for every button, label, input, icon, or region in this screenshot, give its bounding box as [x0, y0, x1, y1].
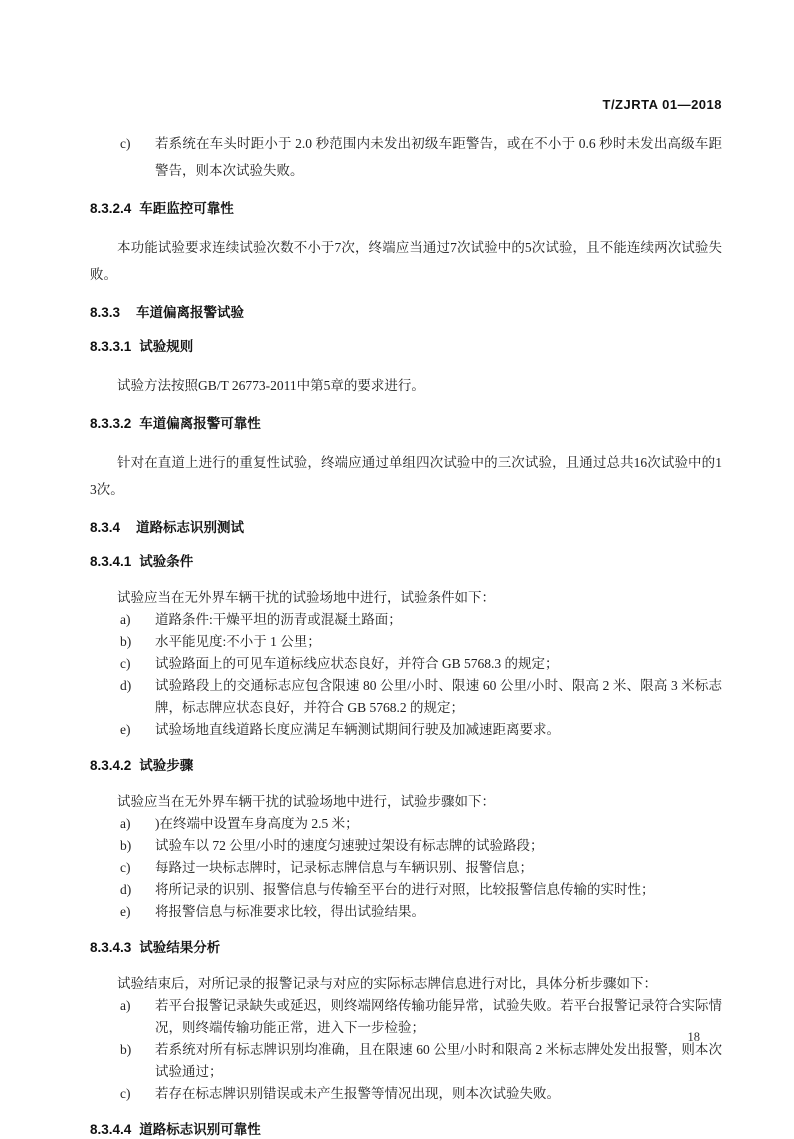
section-title: 道路标志识别测试: [136, 520, 245, 535]
list-item-text: 将报警信息与标准要求比较，得出试验结果。: [155, 904, 425, 919]
section-number: 8.3.4.4: [90, 1122, 132, 1137]
section-title: 试验条件: [139, 554, 194, 569]
list-item-text: 试验车以 72 公里/小时的速度匀速驶过架设有标志牌的试验路段；: [155, 838, 544, 853]
list-item-text: 将所记录的识别、报警信息与传输至平台的进行对照，比较报警信息传输的实时性；: [155, 882, 655, 897]
list-item: [120, 719, 722, 741]
list-item-text: 试验路段上的交通标志应包含限速 80 公里/小时、限速 60 公里/小时、限高 2 米、限高 3 米标志牌，标志牌应状态良好，并符合 GB 5768.2 的规定；: [155, 678, 722, 715]
section-number: 8.3.3: [90, 305, 121, 320]
paragraph: 试验应当在无外界车辆干扰的试验场地中进行，试验条件如下：: [117, 590, 495, 605]
list-item-text: 道路条件:干燥平坦的沥青或混凝土路面；: [155, 612, 402, 627]
list-item-text: 若平台报警记录缺失或延迟，则终端网络传输功能异常，试验失败。若平台报警记录符合实际情况，则终端传输功能正常，进入下一步检验；: [155, 998, 722, 1035]
list-item: [120, 879, 722, 901]
list-item-marker: a): [120, 816, 131, 831]
section-number: 8.3.4.2: [90, 758, 132, 773]
list-item: [120, 1039, 722, 1083]
section-heading: [90, 200, 722, 218]
list-item-marker: c): [120, 656, 131, 671]
section-heading: [90, 304, 722, 322]
section-title: 试验规则: [139, 339, 194, 354]
list-item-marker: e): [120, 904, 131, 919]
list-item-marker: d): [120, 678, 132, 693]
section-heading: [90, 415, 722, 433]
list-item-marker: c): [120, 860, 131, 875]
doc-number-header: T/ZJRTA 01—2018: [602, 97, 722, 112]
section-heading: [90, 519, 722, 537]
list-item-text: 若系统在车头时距小于 2.0 秒范围内未发出初级车距警告，或在不小于 0.6 秒时未发出高级车距警告，则本次试验失败。: [155, 136, 722, 178]
paragraph: 试验应当在无外界车辆干扰的试验场地中进行，试验步骤如下：: [117, 794, 495, 809]
list-item-marker: a): [120, 612, 131, 627]
list-item-marker: a): [120, 998, 131, 1013]
list-item: [120, 1083, 722, 1105]
section-number: 8.3.4.1: [90, 554, 132, 569]
section-title: 车距监控可靠性: [139, 201, 234, 216]
section-title: 道路标志识别可靠性: [139, 1122, 261, 1137]
section-number: 8.3.3.1: [90, 339, 132, 354]
list-item-text: 若系统对所有标志牌识别均准确，且在限速 60 公里/小时和限高 2 米标志牌处发出报警，则本次试验通过；: [155, 1042, 722, 1079]
page-number: 18: [687, 1030, 700, 1044]
list-item: [120, 995, 722, 1039]
section-heading: [90, 338, 722, 356]
paragraph: 本功能试验要求连续试验次数不小于7次，终端应当通过7次试验中的5次试验，且不能连续两次试验失败。: [90, 240, 722, 282]
section-title: 车道偏离报警试验: [136, 305, 245, 320]
ordered-list: [90, 813, 722, 923]
paragraph: 针对在直道上进行的重复性试验，终端应通过单组四次试验中的三次试验，且通过总共16次试验中的13次。: [90, 455, 722, 497]
list-item: [120, 835, 722, 857]
section-number: 8.3.2.4: [90, 201, 132, 216]
list-item: [120, 857, 722, 879]
section-number: 8.3.3.2: [90, 416, 132, 431]
list-item-marker: b): [120, 838, 132, 853]
ordered-list: [90, 995, 722, 1105]
list-item: [120, 653, 722, 675]
list-item: [120, 901, 722, 923]
section-heading: [90, 553, 722, 571]
list-item-text: 试验场地直线道路长度应满足车辆测试期间行驶及加减速距离要求。: [155, 722, 560, 737]
section-heading: [90, 939, 722, 957]
list-item-text: 每路过一块标志牌时，记录标志牌信息与车辆识别、报警信息；: [155, 860, 533, 875]
list-item: [120, 609, 722, 631]
paragraph: 试验结束后，对所记录的报警记录与对应的实际标志牌信息进行对比，具体分析步骤如下：: [117, 976, 657, 991]
section-heading: [90, 757, 722, 775]
section-title: 试验步骤: [139, 758, 194, 773]
ordered-list: [90, 609, 722, 741]
list-item-marker: b): [120, 634, 132, 649]
list-item: [120, 130, 722, 184]
list-item: [120, 631, 722, 653]
list-item-marker: b): [120, 1042, 132, 1057]
list-item-text: 水平能见度:不小于 1 公里；: [155, 634, 321, 649]
list-item-marker: c): [120, 1086, 131, 1101]
list-item: [120, 813, 722, 835]
section-number: 8.3.4.3: [90, 940, 132, 955]
list-item-marker: e): [120, 722, 131, 737]
list-item-text: 若存在标志牌识别错误或未产生报警等情况出现，则本次试验失败。: [155, 1086, 560, 1101]
section-title: 车道偏离报警可靠性: [139, 416, 261, 431]
list-item-marker: c): [120, 136, 131, 151]
list-item-marker: d): [120, 882, 132, 897]
list-item: [120, 675, 722, 719]
section-number: 8.3.4: [90, 520, 121, 535]
list-item-text: 试验路面上的可见车道标线应状态良好，并符合 GB 5768.3 的规定；: [155, 656, 559, 671]
section-heading: [90, 1121, 722, 1139]
paragraph: 试验方法按照GB/T 26773-2011中第5章的要求进行。: [117, 378, 425, 393]
list-item-text: )在终端中设置车身高度为 2.5 米；: [155, 816, 359, 831]
section-title: 试验结果分析: [139, 940, 221, 955]
